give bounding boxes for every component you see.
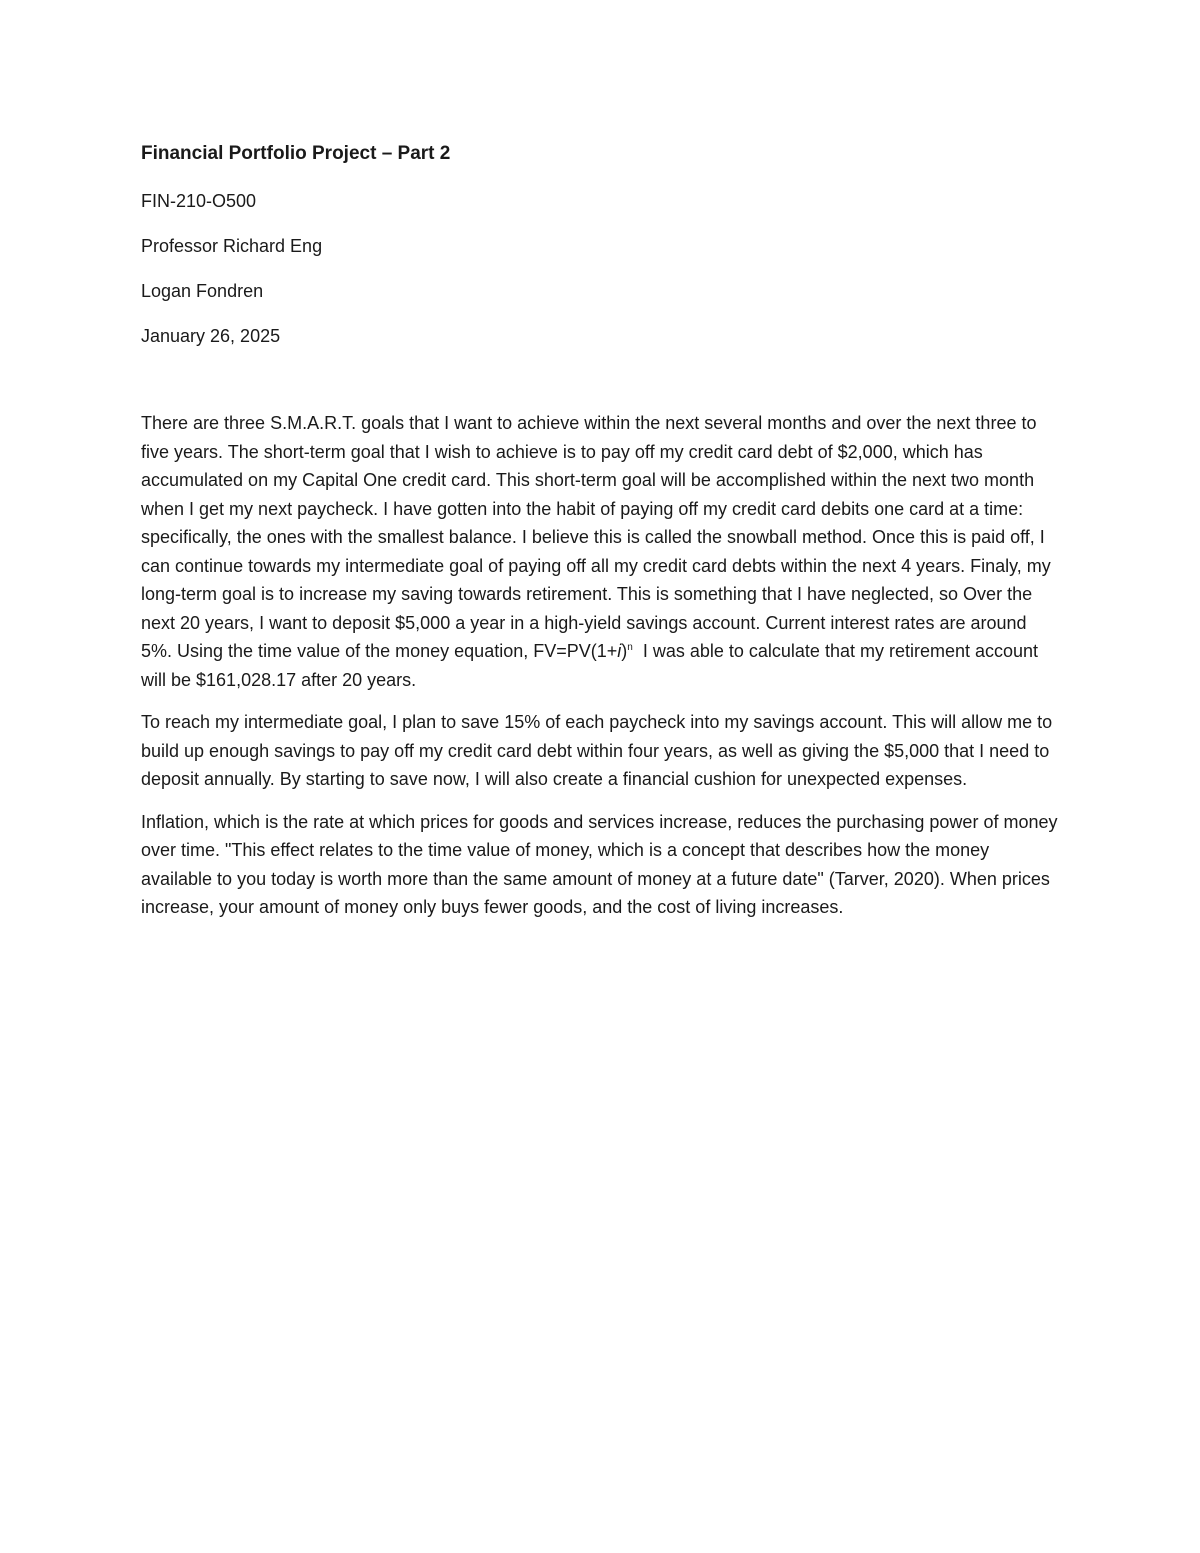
formula-base: FV=PV(1+ bbox=[533, 641, 618, 661]
paragraph-intermediate-goal: To reach my intermediate goal, I plan to save 15% of each paycheck into my savings account. This will allow me to build up enough savings to pay off my credit card debt within four years, as well as giving the $5,000 that I need to deposit annually. By starting to save now, I will also create a financial cushion for unexpected expenses. bbox=[141, 712, 1053, 789]
document-page bbox=[141, 140, 1061, 936]
formula-exponent: n bbox=[627, 642, 633, 653]
paragraph-goals-text-end: I was able to calculate that my retirement account will be $161,028.17 after 20 years. bbox=[141, 641, 1044, 690]
author-name: Logan Fondren bbox=[141, 281, 264, 301]
formula-variable: i bbox=[617, 641, 622, 661]
formula-close: ) bbox=[621, 641, 628, 661]
fv-formula bbox=[533, 641, 633, 661]
document-body bbox=[141, 409, 1061, 922]
paragraph-goals bbox=[141, 409, 1061, 694]
document-title: Financial Portfolio Project – Part 2 bbox=[141, 143, 451, 164]
course-code: FIN-210-O500 bbox=[141, 191, 257, 211]
document-date: January 26, 2025 bbox=[141, 326, 281, 346]
paragraph-inflation: Inflation, which is the rate at which prices for goods and services increase, reduces the purchasing power of money over time. "This effect relates to the time value of money, which is a concept that describes how the money available to you today is worth more than the same amount of money at a future date" (Tarver, 2020). When prices increase, your amount of money only buys fewer goods, and the cost of living increases. bbox=[141, 811, 1058, 917]
paragraph-goals-text: There are three S.M.A.R.T. goals that I want to achieve within the next several months and over the next three to five years. The short-term goal that I wish to achieve is to pay off my credit card debt of $2,000, which has accumulated on my Capital One credit card. This short-term goal will be accomplished within the next two month when I get my next paycheck. I have gotten into the habit of paying off my credit card debits one card at a time: specifically, the ones with the smallest balance. I believe this is called the snowball method. Once this is paid off, I can continue towards my intermediate goal of paying off all my credit card debts within the next 4 years. Finaly, my long-term goal is to increase my saving towards retirement. This is something that I have neglected, so Over the next 20 years, I want to deposit $5,000 a year in a high-yield savings account. Current interest rates are around 5%. Using the time value of the money equation, bbox=[141, 413, 1051, 661]
professor-name: Professor Richard Eng bbox=[141, 236, 323, 256]
